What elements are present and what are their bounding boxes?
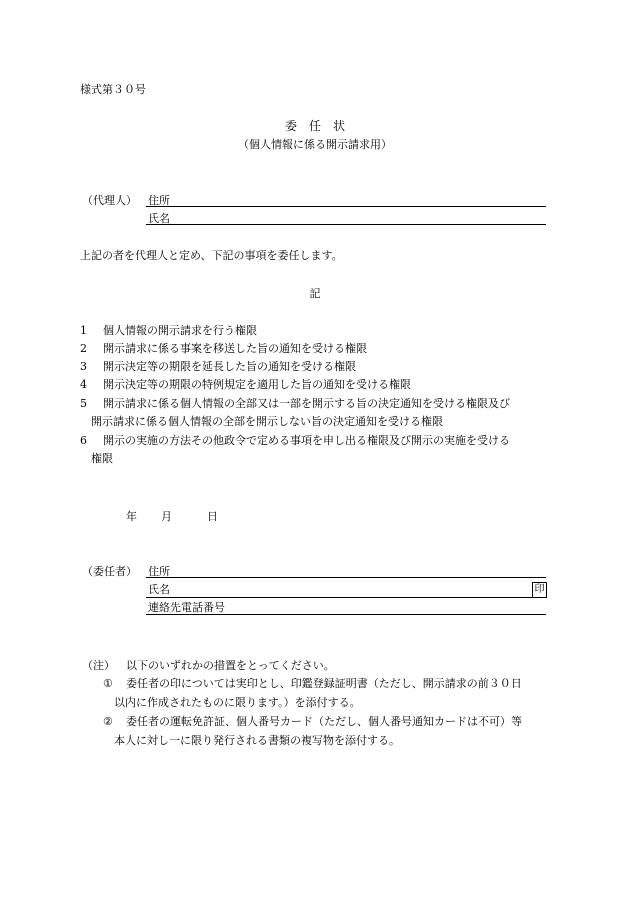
item-number: 5: [80, 397, 87, 410]
date-month: 月: [161, 510, 172, 523]
agent-address-label: 住所: [148, 194, 170, 207]
principal-phone-line: [146, 614, 546, 615]
principal-address-label: 住所: [148, 565, 170, 578]
principal-name-line: [146, 597, 546, 598]
note-label: （注）: [82, 659, 115, 672]
agent-name-line: [146, 224, 546, 225]
date-year: 年: [126, 510, 137, 523]
item-number: 4: [80, 378, 87, 391]
item-text: 開示決定等の期限を延長した旨の通知を受ける権限: [103, 360, 356, 373]
agent-label: （代理人）: [82, 194, 137, 207]
note-item-text: 委任者の運転免許証、個人番号カード（ただし、個人番号通知カードは不可）等: [126, 715, 522, 728]
section-heading: 記: [309, 287, 321, 300]
form-number: 様式第３０号: [80, 83, 146, 96]
item-number: 6: [80, 434, 87, 447]
seal-box: 印: [532, 582, 547, 598]
note-item-text-continued: 以内に作成されたものに限ります。）を添付する。: [114, 696, 361, 709]
principal-name-label: 氏名: [148, 583, 170, 596]
item-text-continued: 権限: [91, 452, 113, 465]
note-item-mark: ②: [103, 715, 113, 728]
principal-phone-label: 連絡先電話番号: [148, 601, 225, 614]
item-number: 1: [80, 324, 87, 337]
agent-address-line: [146, 206, 546, 207]
principal-address-line: [146, 577, 546, 578]
note-text: 以下のいずれかの措置をとってください。: [126, 659, 335, 672]
item-number: 3: [80, 360, 87, 373]
date-day: 日: [207, 510, 218, 523]
principal-label: （委任者）: [82, 565, 137, 578]
agent-name-label: 氏名: [148, 212, 170, 225]
note-item-text: 委任者の印については実印とし、印鑑登録証明書（ただし、開示請求の前３０日: [126, 677, 522, 690]
note-item-mark: ①: [103, 677, 113, 690]
intro-text: 上記の者を代理人と定め、下記の事項を委任します。: [80, 249, 343, 262]
item-text: 個人情報の開示請求を行う権限: [103, 324, 257, 337]
note-item-text-continued: 本人に対し一に限り発行される書類の複写物を添付する。: [114, 734, 400, 747]
document-title: 委 任 状: [284, 119, 345, 133]
item-text: 開示の実施の方法その他政令で定める事項を申し出る権限及び開示の実施を受ける: [103, 434, 510, 447]
item-text-continued: 開示請求に係る個人情報の全部を開示しない旨の決定通知を受ける権限: [91, 415, 443, 428]
item-text: 開示決定等の期限の特例規定を適用した旨の通知を受ける権限: [103, 378, 411, 391]
document-subtitle: （個人情報に係る開示請求用）: [238, 138, 392, 151]
item-number: 2: [80, 342, 87, 355]
item-text: 開示請求に係る事案を移送した旨の通知を受ける権限: [103, 342, 367, 355]
item-text: 開示請求に係る個人情報の全部又は一部を開示する旨の決定通知を受ける権限及び: [103, 397, 510, 410]
